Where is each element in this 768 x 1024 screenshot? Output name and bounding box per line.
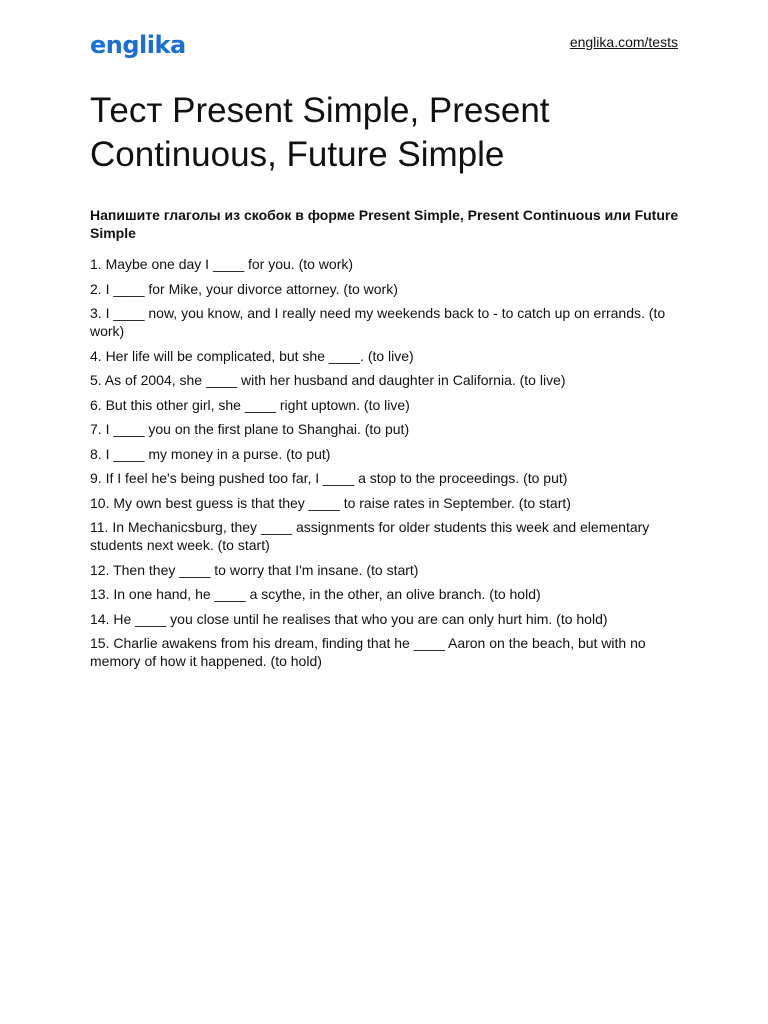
question-item: 12. Then they ____ to worry that I'm insane. (to start) bbox=[90, 561, 419, 578]
question-item: 3. I ____ now, you know, and I really need my weekends back to - to catch up on errands. (to work) bbox=[90, 305, 666, 339]
question-item: 5. As of 2004, she ____ with her husband and daughter in California. (to live) bbox=[90, 372, 566, 388]
question-item: 4. Her life will be complicated, but she ____. (to live) bbox=[90, 347, 414, 364]
question-item: 10. My own best guess is that they ____ to raise rates in September. (to start) bbox=[90, 494, 571, 511]
question-list bbox=[90, 255, 690, 677]
task-instruction: Напишите глаголы из скобок в форме Present Simple, Present Continuous или Future Simple bbox=[90, 207, 679, 241]
question-item: 8. I ____ my money in a purse. (to put) bbox=[90, 445, 331, 462]
question-item: 6. But this other girl, she ____ right uptown. (to live) bbox=[90, 396, 410, 413]
question-item: 14. He ____ you close until he realises that who you are can only hurt him. (to hold) bbox=[90, 610, 608, 627]
page-title: Тест Present Simple, Present Continuous, Future Simple bbox=[90, 91, 550, 174]
question-item: 2. I ____ for Mike, your divorce attorney. (to work) bbox=[90, 280, 398, 297]
englika-logo[interactable]: englika bbox=[90, 31, 186, 59]
question-item: 13. In one hand, he ____ a scythe, in the other, an olive branch. (to hold) bbox=[90, 586, 541, 602]
question-item: 1. Maybe one day I ____ for you. (to work) bbox=[90, 256, 354, 272]
question-item: 9. If I feel he's being pushed too far, I ____ a stop to the proceedings. (to put) bbox=[90, 470, 568, 486]
page-header bbox=[90, 28, 678, 64]
question-item: 11. In Mechanicsburg, they ____ assignments for older students this week and elementary students next week. (to start) bbox=[90, 519, 650, 553]
tests-link[interactable]: englika.com/tests bbox=[569, 34, 678, 50]
question-item: 15. Charlie awakens from his dream, finding that he ____ Aaron on the beach, but with no memory of how it happened. (to hold) bbox=[90, 635, 646, 669]
question-item: 7. I ____ you on the first plane to Shanghai. (to put) bbox=[90, 421, 410, 437]
